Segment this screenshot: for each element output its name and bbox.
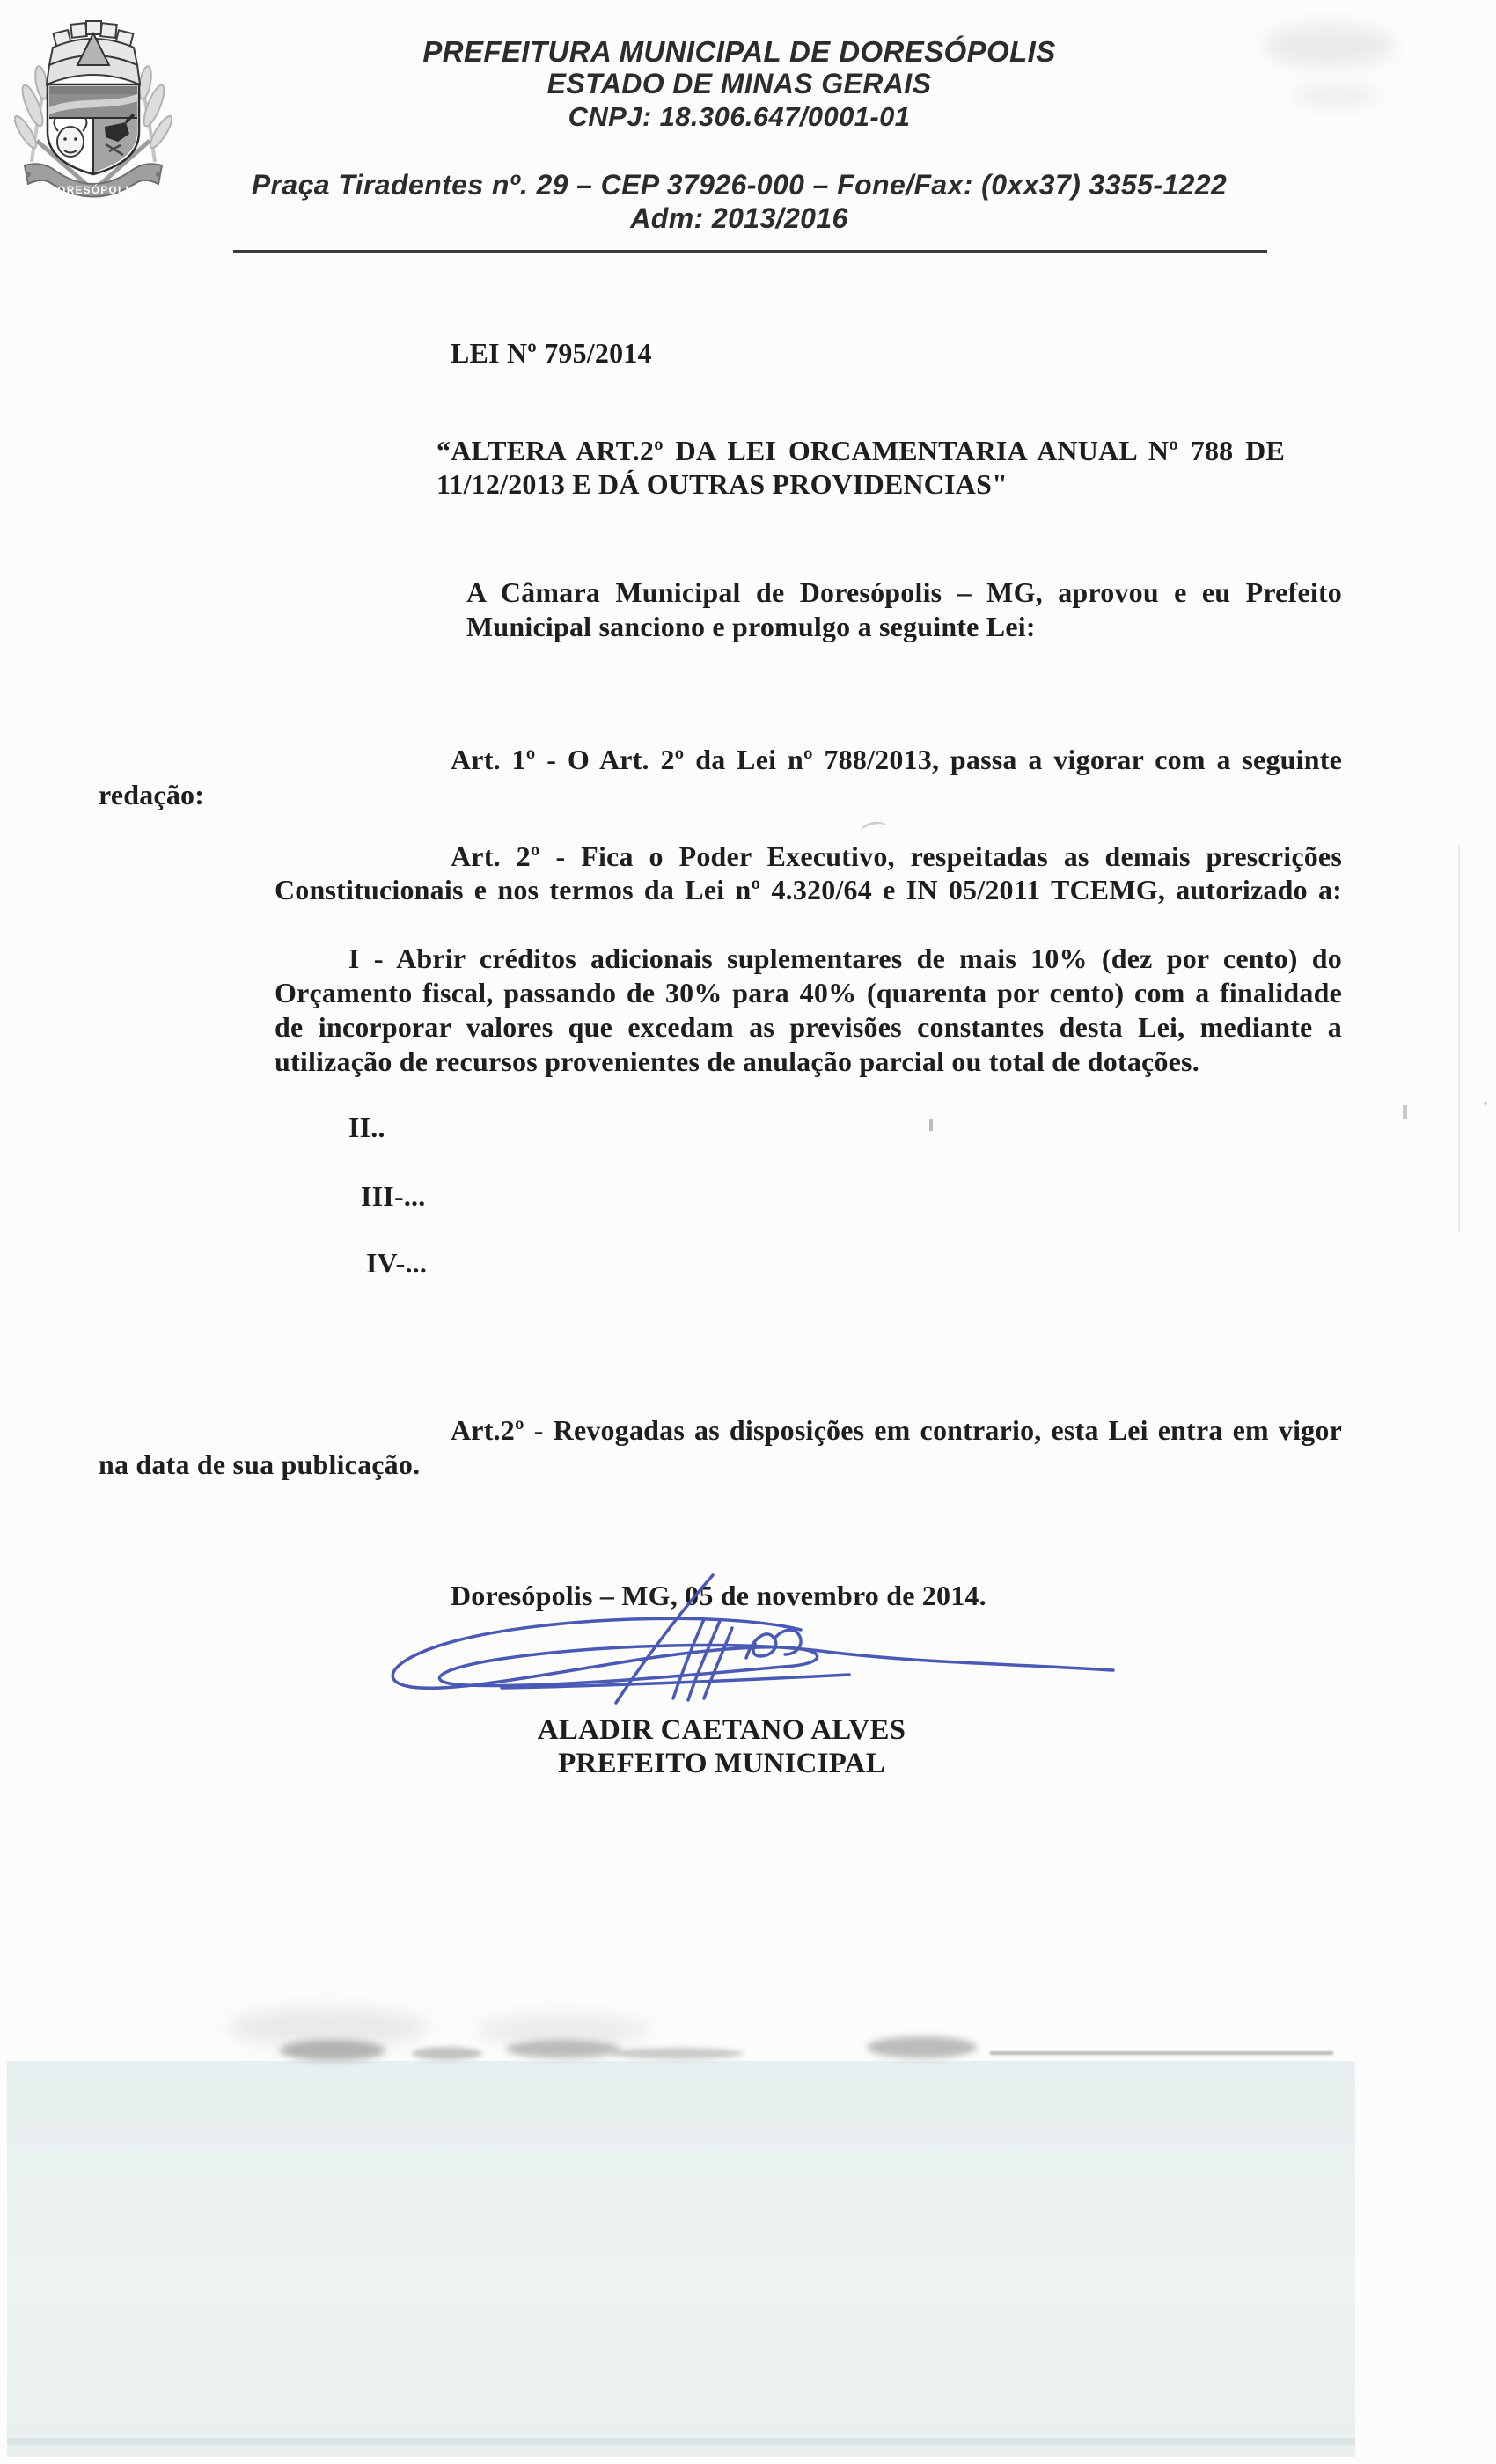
scan-smudge [867, 2036, 977, 2058]
scan-smudge [506, 2040, 620, 2058]
municipal-coat-of-arms-logo [14, 11, 172, 209]
preamble-line: A Câmara Municipal de Doresópolis – MG, aprovou e eu Prefeito [466, 576, 1342, 608]
dateline: Doresópolis – MG, 05 de novembro de 2014. [451, 1580, 986, 1611]
item-II: II.. [348, 1111, 385, 1143]
item-III: III-... [361, 1180, 426, 1212]
epigraph-line: “ALTERA ART.2º DA LEI ORCAMENTARIA ANUAL Nº 788 DE [436, 435, 1285, 466]
crest-banner-text: DORESÓPOLIS [48, 186, 138, 196]
item-I-line: I - Abrir créditos adicionais suplementares de mais 10% (dez por cento) do [348, 942, 1342, 974]
signature-ink [370, 1568, 1126, 1709]
item-I-line: Orçamento fiscal, passando de 30% para 40% (quarenta por cento) com a finalidade [275, 977, 1342, 1008]
scan-speck [1484, 1102, 1487, 1105]
closing-article-line: Art.2º - Revogadas as disposições em contrario, esta Lei entra em vigor [451, 1414, 1342, 1446]
scan-speck [1403, 1105, 1407, 1119]
preamble-line: Municipal sanciono e promulgo a seguinte Lei: [466, 611, 1036, 642]
scan-smudge [412, 2047, 482, 2060]
scan-speck [929, 1119, 933, 1131]
item-I-line: utilização de recursos provenientes de anulação parcial ou total de dotações. [275, 1045, 1199, 1077]
item-IV: IV-... [366, 1247, 428, 1279]
letterhead-cnpj: CNPJ: 18.306.647/0001-01 [568, 101, 911, 132]
scan-smudge [1263, 25, 1395, 67]
closing-article-line: na data de sua publicação. [99, 1448, 421, 1480]
scan-streak [1458, 845, 1460, 1232]
scan-edge-line [990, 2051, 1333, 2055]
scan-bed-bottom-edge [7, 2438, 1355, 2445]
scan-smudge [612, 2048, 744, 2059]
article-1-line: Art. 1º - O Art. 2º da Lei nº 788/2013, passa a vigorar com a seguinte [451, 744, 1342, 775]
epigraph-line: 11/12/2013 E DÁ OUTRAS PROVIDENCIAS" [436, 468, 1008, 500]
scan-smudge [280, 2040, 385, 2061]
letterhead-state-name: ESTADO DE MINAS GERAIS [546, 68, 932, 99]
pencil-mark [860, 819, 889, 840]
letterhead-administration: Adm: 2013/2016 [630, 202, 848, 234]
article-2-line: Constitucionais e nos termos da Lei nº 4.320/64 e IN 05/2011 TCEMG, autorizado a: [275, 874, 1342, 906]
article-2-line: Art. 2º - Fica o Poder Executivo, respeitadas as demais prescrições [451, 840, 1342, 872]
scan-smudge [1292, 84, 1380, 108]
scanner-bed-area [7, 2061, 1355, 2457]
item-I-line: de incorporar valores que excedam as previsões constantes desta Lei, mediante a [275, 1011, 1342, 1043]
signer-role: PREFEITO MUNICIPAL [558, 1748, 885, 1779]
letterhead-address: Praça Tiradentes nº. 29 – CEP 37926-000 – Fone/Fax: (0xx37) 3355-1222 [251, 169, 1228, 201]
letterhead-divider-rule [233, 250, 1267, 253]
signer-name: ALADIR CAETANO ALVES [537, 1714, 906, 1746]
letterhead-org-name: PREFEITURA MUNICIPAL DE DORESÓPOLIS [422, 35, 1056, 68]
article-1-line: redação: [99, 779, 205, 810]
law-number: LEI Nº 795/2014 [451, 337, 652, 369]
